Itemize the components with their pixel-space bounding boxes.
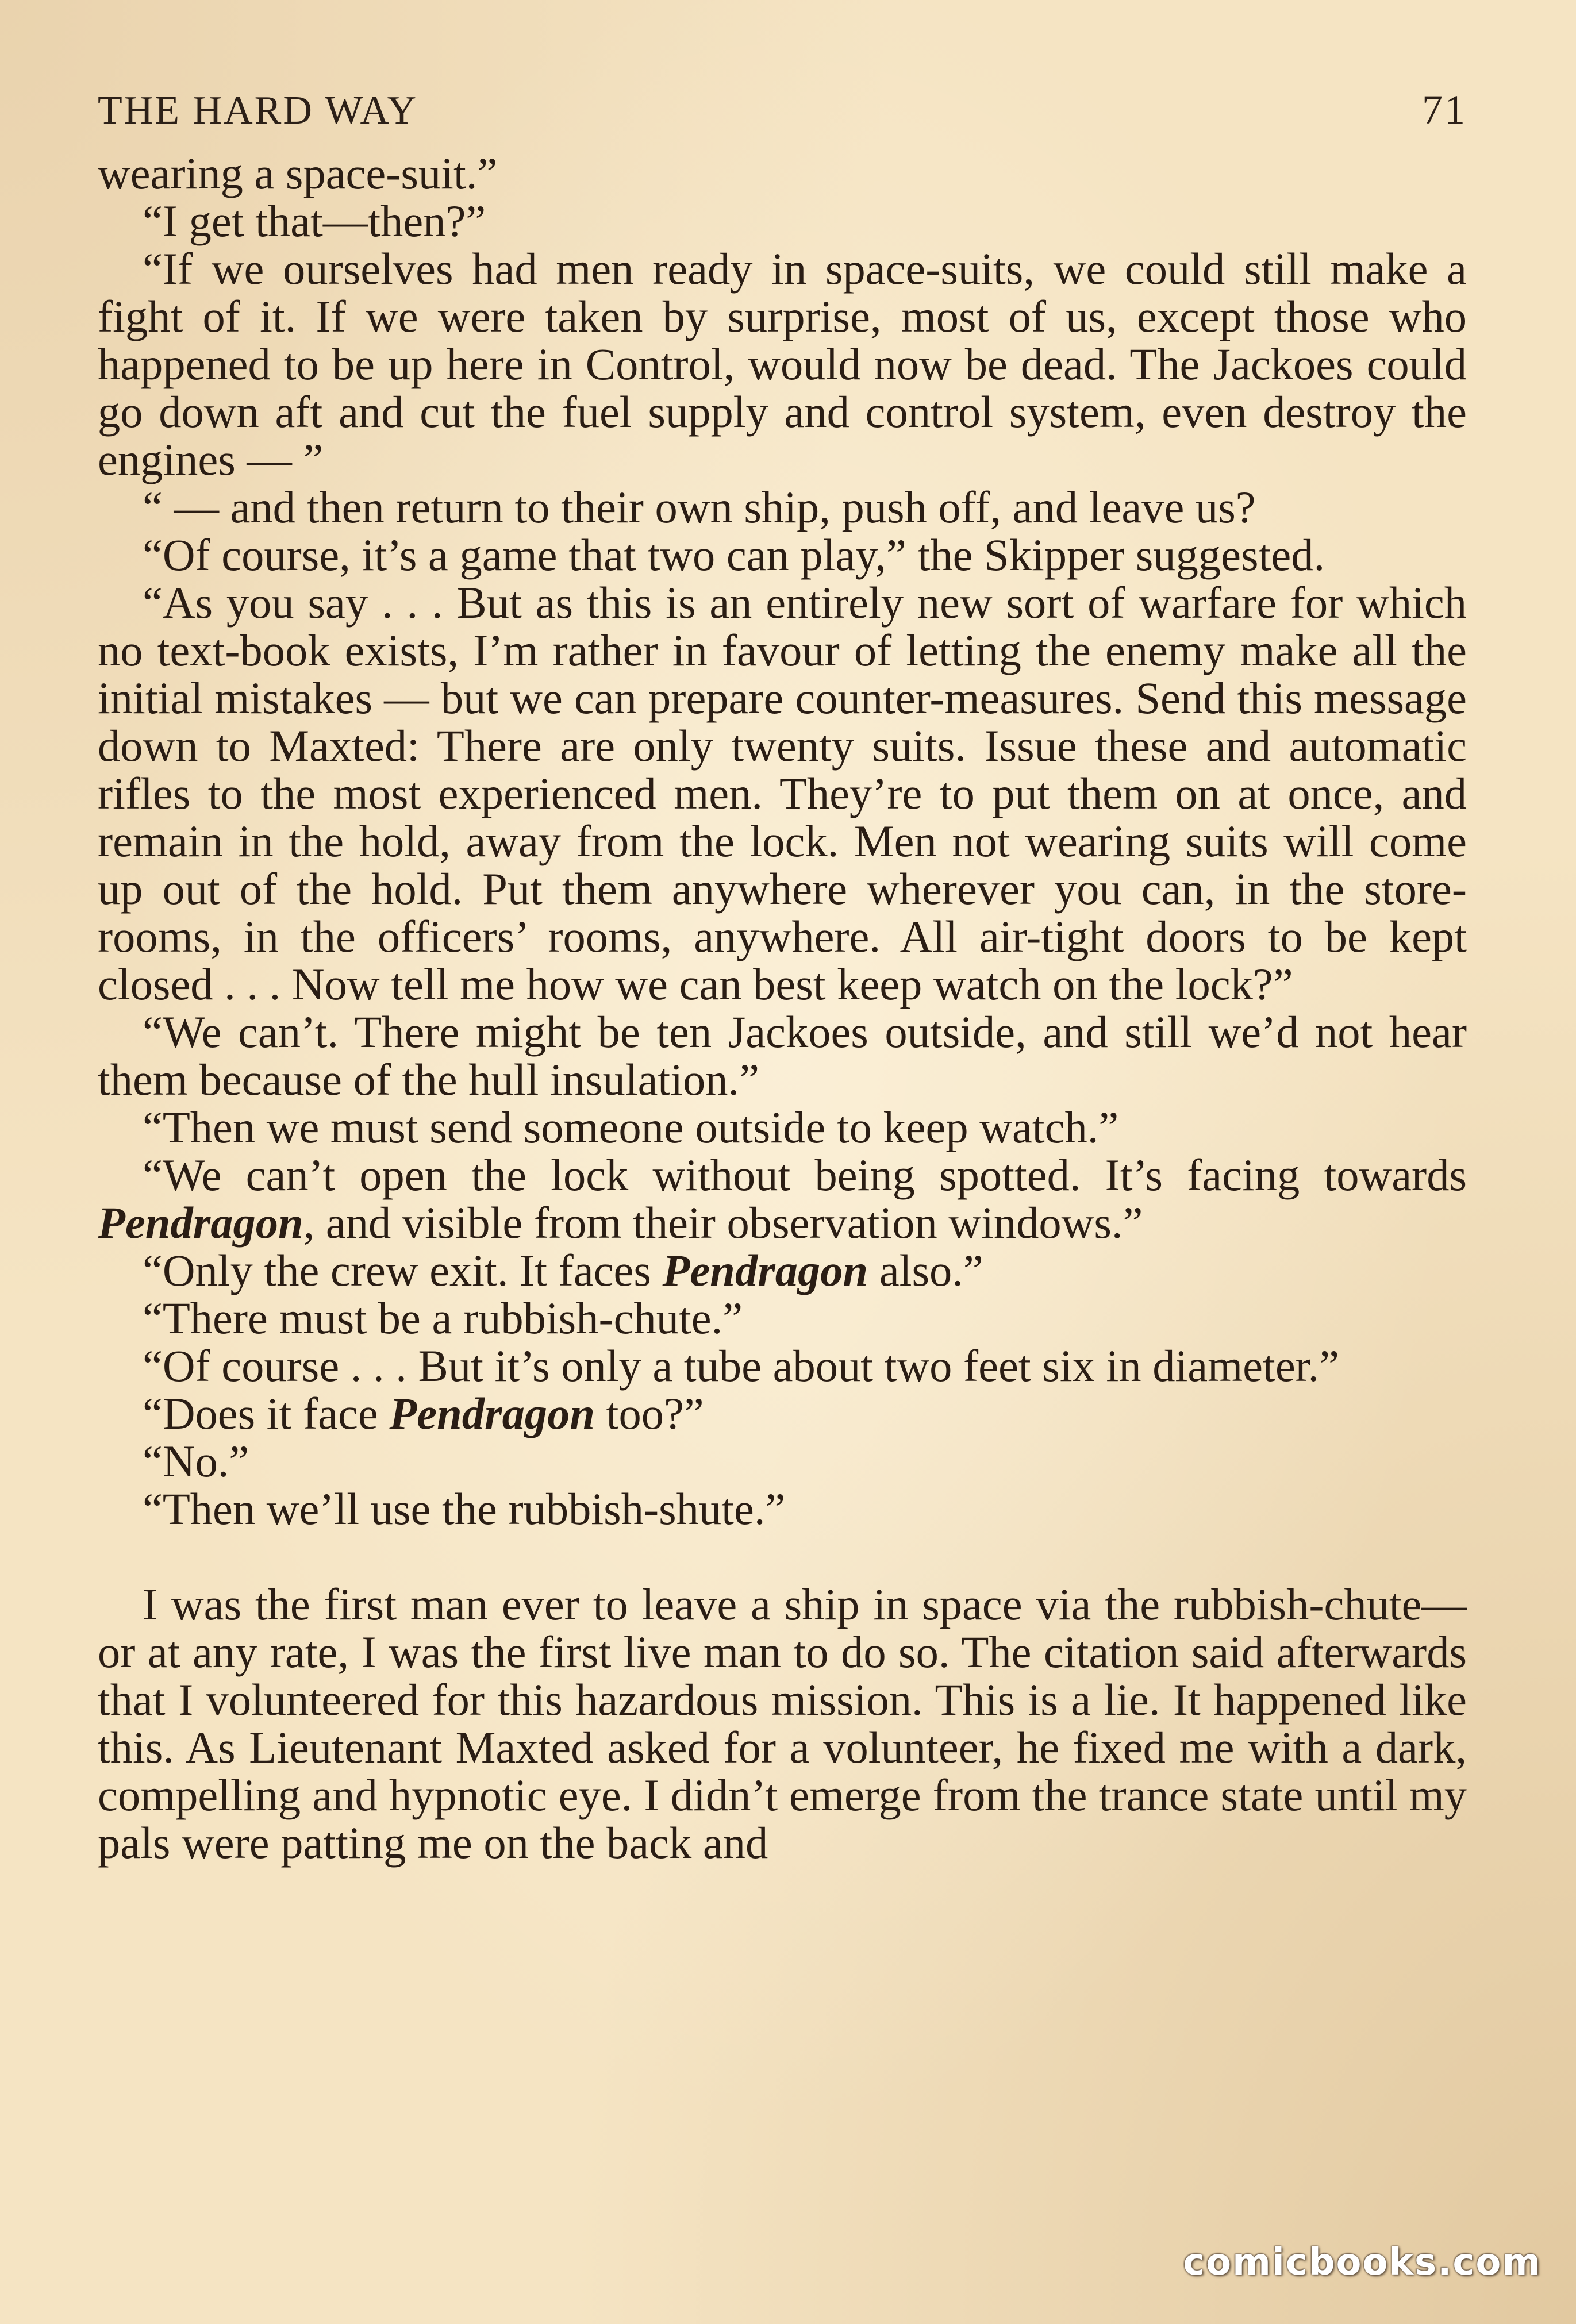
watermark: comicbooks.com (1183, 2241, 1542, 2284)
page-number: 71 (1422, 87, 1467, 133)
paragraph (98, 1390, 1467, 1437)
book-page (98, 86, 1467, 2241)
running-head (98, 86, 1467, 149)
paragraph: “ — and then return to their own ship, push off, and leave us? (143, 482, 1256, 532)
paragraph: “No.” (143, 1436, 249, 1486)
body-text (98, 149, 1467, 1867)
paragraph: wearing a space-suit.” (98, 148, 498, 198)
paragraph: “Then we’ll use the rubbish-shute.” (143, 1484, 786, 1534)
paragraph: “I get that—then?” (143, 196, 486, 246)
paragraph: “As you say . . . But as this is an entirely new sort of warfare for which no text-book exists, I’m rather in favour of letting the enemy make all the initial mistakes — but we can prepare counter-measures. Send this message down to Maxted: There are only twenty suits. Issue these and automatic rifles to the most experienced men. They’re to put them on at once, and remain in the hold, away from the lock. Men not wearing suits will come up out of the hold. Put them anywhere wherever you can, in the store-rooms, in the officers’ rooms, anywhere. All air-tight doors to be kept closed . . . Now tell me how we can best keep watch on the lock?” (98, 578, 1467, 1009)
text-run: “We can’t open the lock without being spotted. It’s facing towards (143, 1150, 1467, 1200)
ship-name: Pendragon (662, 1245, 868, 1295)
paragraph: “Of course . . . But it’s only a tube about two feet six in diameter.” (143, 1341, 1339, 1391)
text-run: “Only the crew exit. It faces (143, 1245, 663, 1295)
paragraph: “If we ourselves had men ready in space-suits, we could still make a fight of it. If we were taken by surprise, most of us, except those who happened to be up here in Control, would now be dead. The Jackoes could go down aft and cut the fuel supply and control system, even destroy the engines — ” (98, 244, 1467, 484)
paragraph: “Then we must send someone outside to keep watch.” (143, 1102, 1119, 1152)
paragraph: “Of course, it’s a game that two can play,” the Skipper suggested. (143, 530, 1325, 580)
ship-name: Pendragon (389, 1388, 595, 1438)
text-run: too?” (595, 1388, 704, 1438)
paragraph (98, 1151, 1467, 1246)
running-title: THE HARD WAY (98, 89, 418, 133)
paragraph: “We can’t. There might be ten Jackoes outside, and still we’d not hear them because of the hull insulation.” (98, 1007, 1467, 1105)
text-run: , and visible from their observation windows.” (303, 1198, 1143, 1248)
paragraph: “There must be a rubbish-chute.” (143, 1293, 743, 1343)
text-run: also.” (868, 1245, 983, 1295)
paragraph (98, 1246, 1467, 1294)
text-run: “Does it face (143, 1388, 390, 1438)
ship-name: Pendragon (98, 1198, 303, 1248)
paragraph: I was the first man ever to leave a ship in space via the rubbish-chute—or at any rate, I was the first live man to do so. The citation said afterwards that I volunteered for this hazardous mission. This is a lie. It happened like this. As Lieutenant Maxted asked for a volunteer, he fixed me with a dark, compelling and hypnotic eye. I didn’t emerge from the trance state until my pals were patting me on the back and (98, 1579, 1467, 1868)
